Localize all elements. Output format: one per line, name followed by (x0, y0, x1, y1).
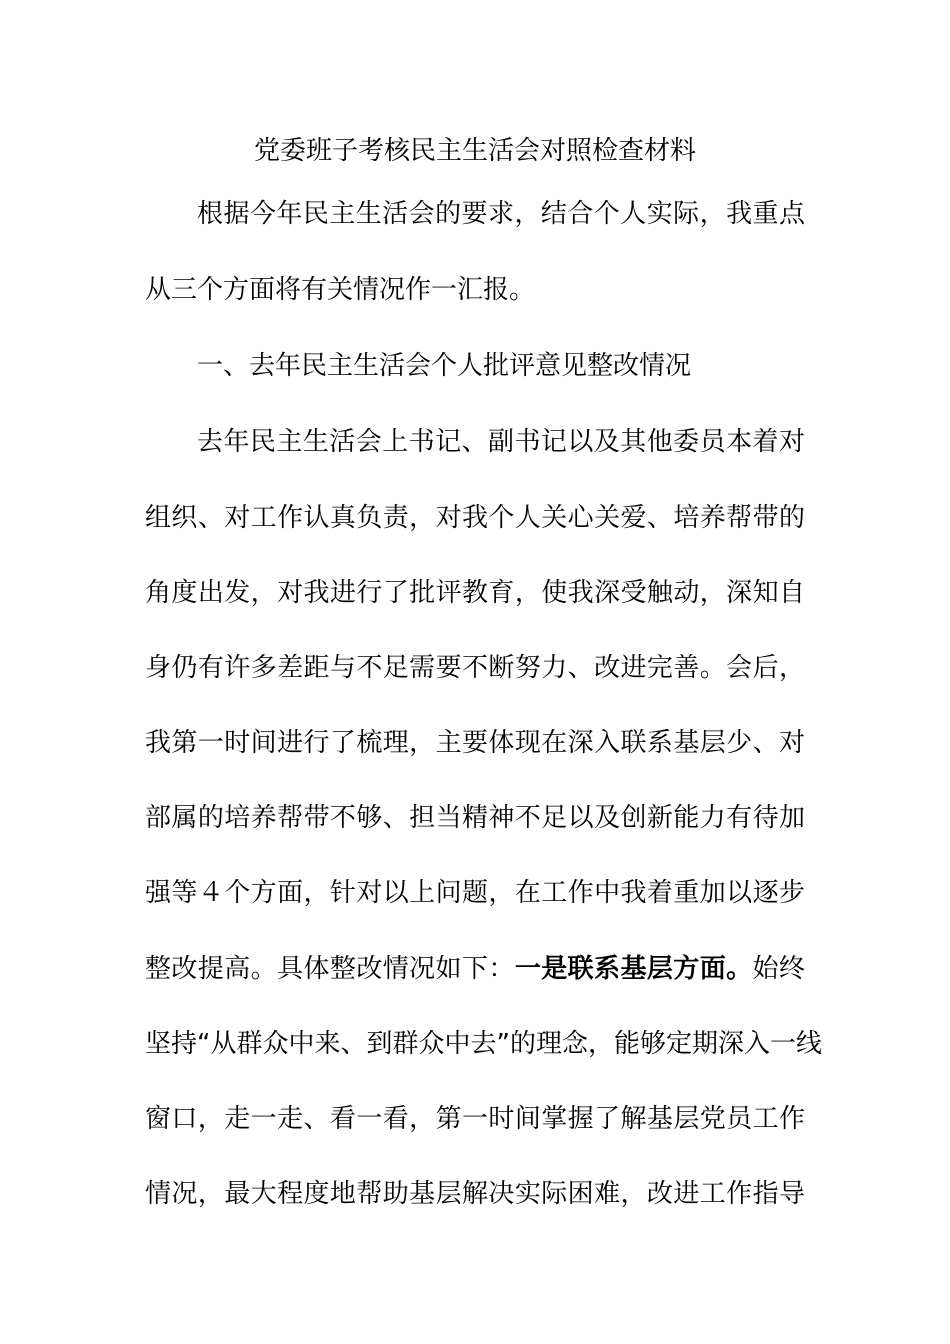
body-line-11: 情况，最大程度地帮助基层解决实际困难，改进工作指导 (145, 1179, 805, 1209)
body-line-8-suffix: 始终 (752, 954, 805, 984)
document-title: 党委班子考核民主生活会对照检查材料 (253, 136, 696, 166)
body-line-8 (145, 949, 805, 989)
body-line-8-prefix: 整改提高。具体整改情况如下： (145, 954, 515, 984)
body-line-4: 身仍有许多差距与不足需要不断努力、改进完善。会后， (145, 653, 805, 683)
body-line-3: 角度出发，对我进行了批评教育，使我深受触动，深知自 (145, 578, 805, 608)
body-line-10: 窗口，走一走、看一看，第一时间掌握了解基层党员工作 (145, 1104, 805, 1134)
body-line-9: 坚持“从群众中来、到群众中去”的理念，能够定期深入一线 (145, 1029, 822, 1059)
intro-line-1: 根据今年民主生活会的要求，结合个人实际，我重点 (197, 199, 805, 229)
body-line-7: 强等４个方面，针对以上问题，在工作中我着重加以逐步 (145, 878, 805, 908)
body-line-5: 我第一时间进行了梳理，主要体现在深入联系基层少、对 (145, 728, 805, 758)
section-1-heading: 一、去年民主生活会个人批评意见整改情况 (197, 351, 692, 381)
intro-line-2: 从三个方面将有关情况作一汇报。 (145, 275, 536, 305)
bold-point-heading: 一是联系基层方面。 (514, 954, 753, 984)
body-line-6: 部属的培养帮带不够、担当精神不足以及创新能力有待加 (145, 803, 805, 833)
body-line-2: 组织、对工作认真负责，对我个人关心关爱、培养帮带的 (145, 503, 805, 533)
body-line-1: 去年民主生活会上书记、副书记以及其他委员本着对 (197, 427, 805, 457)
